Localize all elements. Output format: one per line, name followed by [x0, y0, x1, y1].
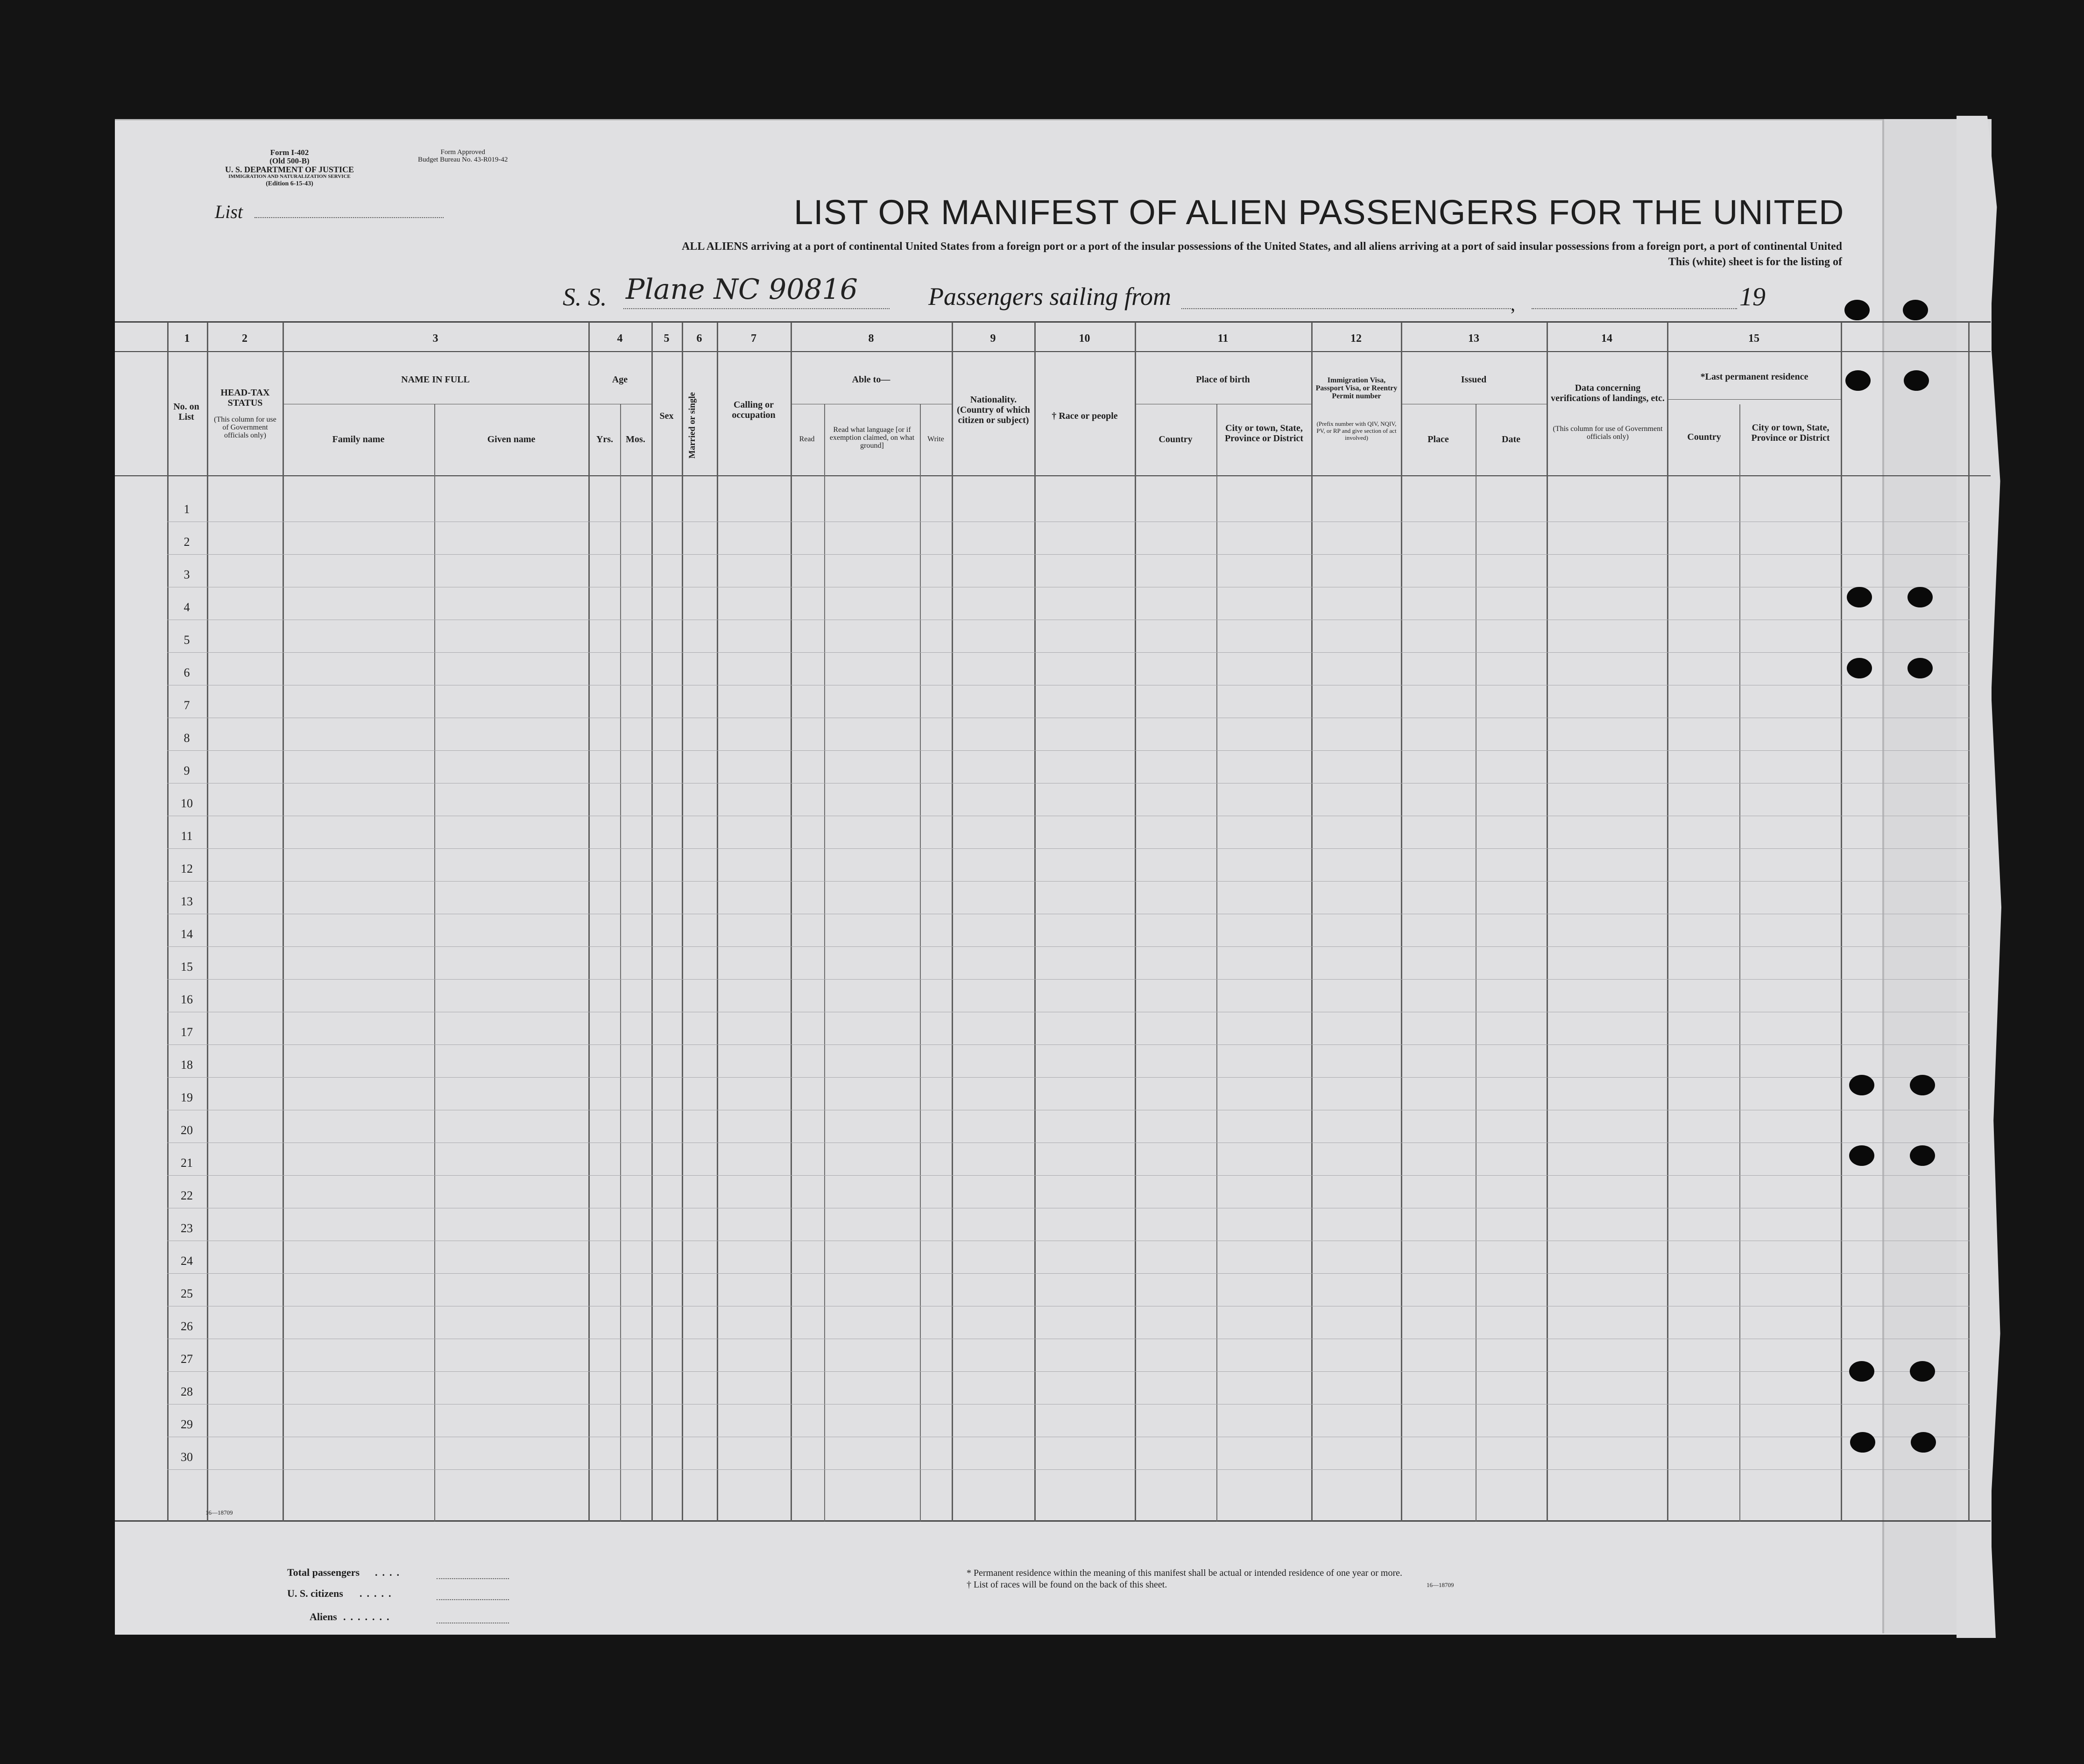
row-number: 27 [181, 1352, 193, 1366]
punch-hole [1849, 1145, 1874, 1166]
header-visa-note: (Prefix number with QIV, NQIV, PV, or RP and give section of act involved) [1316, 420, 1397, 441]
list-label: List [215, 201, 243, 222]
column-number: 13 [1468, 332, 1479, 345]
service: IMMIGRATION AND NATURALIZATION SERVICE [228, 174, 351, 179]
row-number: 12 [181, 862, 193, 875]
punch-hole [1845, 370, 1871, 391]
column-line [167, 322, 169, 1521]
row-number: 24 [181, 1254, 193, 1268]
row-number: 26 [181, 1319, 193, 1333]
row-rule [167, 979, 1970, 980]
sailing-from-line [1181, 308, 1513, 309]
header-visa: Immigration Visa, Passport Visa, or Reentry Permit number [1315, 376, 1398, 400]
column-line [434, 404, 435, 1521]
column-number: 1 [184, 332, 190, 345]
header-last-residence: *Last permanent residence [1700, 372, 1808, 382]
row-number: 4 [184, 600, 190, 614]
column-line [920, 404, 921, 1521]
row-number: 15 [181, 960, 193, 974]
header-issued: Issued [1461, 374, 1487, 385]
header-age: Age [612, 374, 628, 385]
row-number: 18 [181, 1058, 193, 1072]
subtitle-line2: This (white) sheet is for the listing of [1668, 256, 1842, 268]
row-number: 23 [181, 1221, 193, 1235]
footer-citizens-line [437, 1599, 509, 1600]
punch-hole [1904, 370, 1929, 391]
torn-edge [1957, 116, 2013, 1638]
row-number: 5 [184, 633, 190, 647]
row-number: 1 [184, 502, 190, 516]
column-line [952, 322, 953, 1521]
row-rule [167, 848, 1970, 849]
footer-dots-1: .... [375, 1566, 404, 1578]
column-number: 5 [664, 332, 670, 345]
punch-hole [1849, 1361, 1874, 1382]
header-read: Read [799, 435, 815, 443]
column-line [682, 322, 683, 1521]
header-birth-city: City or town, State, Province or District [1224, 423, 1304, 444]
table-top-rule [115, 321, 1991, 323]
header-issued-date: Date [1502, 434, 1520, 445]
footer-dots-3: ....... [343, 1611, 394, 1623]
header-family-name: Family name [332, 434, 385, 445]
column-number: 11 [1217, 332, 1229, 345]
footnote-races: † List of races will be found on the back of this sheet. [967, 1580, 1167, 1590]
row-rule [167, 946, 1970, 947]
row-number: 17 [181, 1025, 193, 1039]
ss-handwritten-vessel: Plane NC 90816 [626, 273, 858, 306]
column-line [588, 322, 590, 1521]
column-number: 6 [696, 332, 702, 345]
colnum-rule [115, 351, 1991, 352]
column-line [651, 322, 653, 1521]
column-line [717, 322, 718, 1521]
comma: , [1511, 294, 1515, 315]
row-number: 19 [181, 1091, 193, 1104]
header-residence-city: City or town, State, Province or District [1751, 423, 1830, 443]
page-title: LIST OR MANIFEST OF ALIEN PASSENGERS FOR THE UNITED [794, 193, 1844, 232]
print-code-right: 16—18709 [1427, 1581, 1454, 1588]
header-name-in-full: NAME IN FULL [401, 374, 470, 385]
column-line [283, 322, 284, 1521]
ss-label: S. S. [563, 283, 607, 311]
subtitle-line1: ALL ALIENS arriving at a port of continental United States from a foreign port or a port of the insular possessions of the United States, and all aliens arriving at a port of said insular possessions from a foreign port, a port of continental United [682, 240, 1842, 253]
footer-aliens-label: Aliens [310, 1611, 337, 1623]
row-number: 28 [181, 1385, 193, 1398]
column-line [1841, 322, 1842, 1521]
year-label: 19 [1739, 282, 1766, 311]
row-number: 14 [181, 927, 193, 941]
row-number: 22 [181, 1189, 193, 1202]
header-head-tax-note: (This column for use of Government officials only) [214, 416, 276, 439]
punch-hole [1847, 658, 1872, 678]
punch-hole [1903, 300, 1928, 320]
row-number: 16 [181, 993, 193, 1006]
row-number: 20 [181, 1123, 193, 1137]
row-number: 2 [184, 535, 190, 549]
row-number: 21 [181, 1156, 193, 1170]
punch-hole [1907, 587, 1933, 607]
punch-hole [1847, 587, 1872, 607]
column-line [1034, 322, 1036, 1521]
footer-total-label: Total passengers [287, 1566, 360, 1578]
row-rule [167, 1077, 1970, 1078]
header-no-on-list: No. on List [173, 402, 199, 422]
footnote-residence: * Permanent residence within the meaning of this manifest shall be actual or intended residence of one year or more. [967, 1568, 1403, 1578]
row-number: 10 [181, 797, 193, 810]
column-number: 12 [1350, 332, 1362, 345]
header-nationality: Nationality. (Country of which citizen or subject) [957, 395, 1030, 425]
row-rule [167, 881, 1970, 882]
punch-hole [1910, 1075, 1935, 1095]
header-age-yrs: Yrs. [596, 434, 614, 445]
row-rule [167, 750, 1970, 751]
column-number: 9 [990, 332, 996, 345]
header-married-or-single: Married or single [687, 392, 697, 459]
header-age-mos: Mos. [626, 434, 645, 445]
residence-subrule [1668, 399, 1841, 400]
punch-hole [1844, 300, 1870, 320]
row-rule [167, 1044, 1970, 1045]
column-number: 3 [432, 332, 438, 345]
row-number: 9 [184, 764, 190, 777]
row-rule [167, 1469, 1970, 1470]
column-number: 4 [617, 332, 623, 345]
punch-hole [1849, 1075, 1874, 1095]
punch-hole [1850, 1432, 1875, 1453]
column-number: 15 [1748, 332, 1759, 345]
row-rule [167, 554, 1970, 555]
column-number: 2 [242, 332, 247, 345]
column-line [1401, 322, 1402, 1521]
header-write: Write [927, 435, 944, 443]
footer-citizens-label: U. S. citizens [287, 1588, 343, 1599]
row-number: 11 [181, 829, 193, 843]
punch-hole [1910, 1361, 1935, 1382]
punch-hole [1911, 1432, 1936, 1453]
header-read-language: Read what language [or if exemption claimed, on what ground] [829, 426, 915, 450]
manifest-sheet [115, 119, 1991, 1635]
column-line [620, 404, 621, 1521]
date-line [1532, 308, 1737, 309]
column-number: 8 [868, 332, 874, 345]
header-head-tax: HEAD-TAX STATUS [220, 388, 270, 408]
header-residence-country: Country [1687, 432, 1721, 442]
sailing-label: Passengers sailing from [928, 282, 1172, 310]
header-given-name: Given name [487, 434, 536, 445]
column-line [1968, 322, 1970, 1521]
row-number: 13 [181, 895, 193, 908]
column-line [1667, 322, 1668, 1521]
ss-line [623, 308, 890, 309]
header-able-to: Able to— [852, 374, 890, 385]
header-verifications-note: (This column for use of Government officials only) [1553, 425, 1663, 441]
edition: (Edition 6-15-43) [266, 180, 313, 187]
punch-hole [1910, 1145, 1935, 1166]
punch-hole [1907, 658, 1933, 678]
row-rule [167, 652, 1970, 653]
row-rule [167, 1175, 1970, 1176]
row-number: 7 [184, 699, 190, 712]
header-issued-place: Place [1427, 434, 1449, 445]
header-verifications: Data concerning verifications of landings, etc. [1551, 383, 1665, 403]
column-line [1135, 322, 1136, 1521]
column-line [1216, 404, 1217, 1521]
header-race: † Race or people [1052, 411, 1118, 421]
footer-dots-2: ..... [360, 1588, 396, 1599]
column-line [1311, 322, 1313, 1521]
column-line [791, 322, 792, 1521]
column-number: 10 [1079, 332, 1090, 345]
approval [418, 148, 508, 163]
row-rule [167, 1273, 1970, 1274]
header-calling: Calling or occupation [732, 400, 776, 420]
header-sex: Sex [659, 411, 674, 421]
header-bottom-rule [115, 475, 1991, 476]
row-number: 29 [181, 1418, 193, 1431]
table-bottom-rule [115, 1520, 1991, 1522]
column-line [824, 404, 825, 1521]
department: U. S. DEPARTMENT OF JUSTICE [225, 165, 354, 174]
form-number: Form I-402 [270, 148, 309, 157]
column-number: 7 [751, 332, 756, 345]
header-birth-country: Country [1159, 434, 1193, 445]
form-approved: Form Approved [440, 148, 485, 156]
row-number: 3 [184, 568, 190, 581]
form-header [205, 148, 374, 188]
row-rule [167, 1371, 1970, 1372]
print-code-left: 16—18709 [205, 1509, 233, 1516]
row-number: 30 [181, 1450, 193, 1464]
header-place-of-birth: Place of birth [1196, 374, 1250, 385]
column-line [207, 322, 208, 1521]
form-old-number: (Old 500-B) [269, 156, 310, 165]
row-number: 8 [184, 731, 190, 745]
column-line [1739, 404, 1740, 1521]
row-number: 6 [184, 666, 190, 679]
row-number: 25 [181, 1287, 193, 1300]
budget-bureau: Budget Bureau No. 43-R019-42 [418, 156, 508, 163]
list-number-line [254, 217, 444, 218]
footer-total-line [437, 1578, 509, 1579]
column-number: 14 [1601, 332, 1612, 345]
column-line [1547, 322, 1548, 1521]
